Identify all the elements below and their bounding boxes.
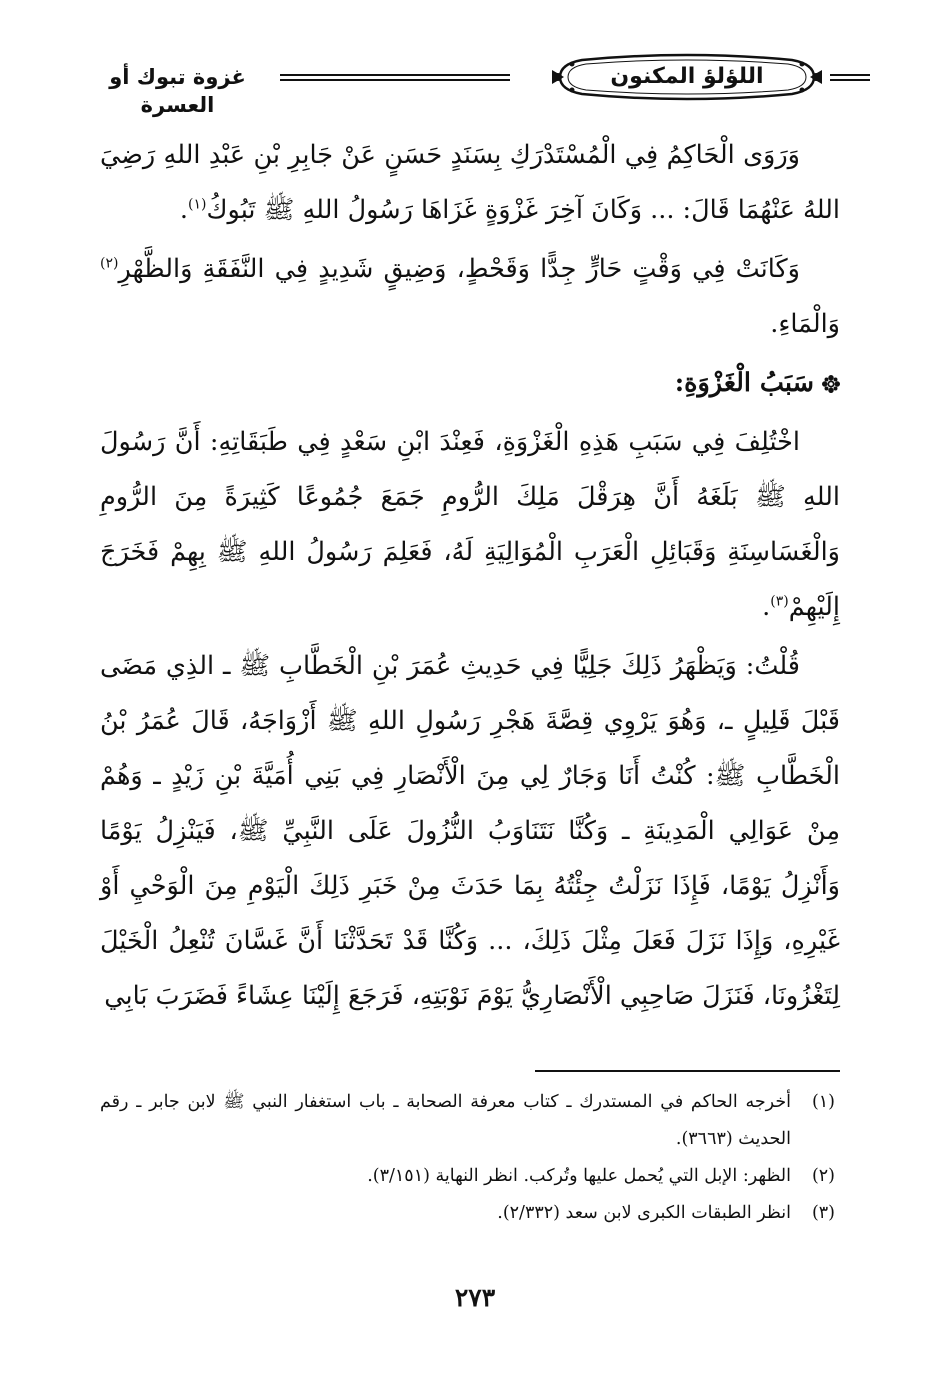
flower-ornament-icon: [822, 375, 840, 393]
paragraph-1-end: .: [179, 195, 189, 225]
footnote-1: [100, 1084, 835, 1158]
book-title-frame: [552, 52, 822, 102]
footnote-text: الظهر: الإبل التي يُحمل عليها وتُركب. انظر النهاية (٣/١٥١).: [367, 1166, 791, 1186]
paragraph-1-text: وَرَوَى الْحَاكِمُ فِي الْمُسْتَدْرَكِ بِسَنَدٍ حَسَنٍ عَنْ جَابِرِ بْنِ عَبْدِ اللهِ رَضِيَ اللهُ عَنْهُمَا قَالَ: ... وَكَانَ آخِرَ غَزْوَةٍ غَزَاهَا رَسُولُ اللهِ ﷺ تَبُوكُ: [100, 140, 840, 225]
paragraph-3-end: .: [762, 592, 771, 622]
body-text: [100, 128, 840, 1028]
footnote-number: (٣): [811, 1203, 835, 1223]
footnote-3: [100, 1195, 835, 1232]
page-number: ٢٧٣: [454, 1283, 496, 1312]
footnote-text: انظر الطبقات الكبرى لابن سعد (٢/٣٣٢).: [497, 1203, 791, 1223]
paragraph-2: [100, 242, 840, 352]
book-title: اللؤلؤ المكنون: [610, 64, 764, 89]
section-heading-text: سَبَبُ الْغَزْوَةِ:: [674, 368, 814, 398]
header-rule-right: [830, 74, 870, 81]
paragraph-2-end: وَالْمَاءِ.: [770, 309, 840, 339]
footnote-ref-3: (٣): [770, 593, 789, 610]
header-rule-left: [280, 74, 510, 81]
footnote-ref-2: (٢): [100, 255, 119, 272]
paragraph-3-text: اخْتُلِفَ فِي سَبَبِ هَذِهِ الْغَزْوَةِ، فَعِنْدَ ابْنِ سَعْدٍ فِي طَبَقَاتِهِ: أَنَّ رَسُولَ اللهِ ﷺ بَلَغَهُ أَنَّ هِرَقْلَ مَلِكَ الرُّومِ جَمَعَ جُمُوعًا كَثِيرَةً مِنَ الرُّومِ وَالْغَسَاسِنَةِ وَقَبَائِلِ الْعَرَبِ الْمُوَالِيَةِ لَهُ، فَعَلِمَ رَسُولُ اللهِ ﷺ بِهِمْ فَخَرَجَ إِلَيْهِمْ: [100, 427, 840, 622]
paragraph-3: [100, 415, 840, 635]
footnote-separator: [535, 1070, 840, 1072]
paragraph-4: [100, 639, 840, 1024]
running-header: [80, 52, 870, 117]
section-heading: [100, 356, 840, 411]
footnote-ref-1: (١): [188, 196, 207, 213]
paragraph-1: [100, 128, 840, 238]
paragraph-4-text: قُلْتُ: وَيَظْهَرُ ذَلِكَ جَلِيًّا فِي حَدِيثِ عُمَرَ بْنِ الْخَطَّابِ ﷺ ـ الذِي مَضَى قَبْلَ قَلِيلٍ ـ، وَهُوَ يَرْوِي قِصَّةَ هَجْرِ رَسُولِ اللهِ ﷺ أَزْوَاجَهُ، قَالَ عُمَرُ بْنُ الْخَطَّابِ ﷺ: كُنْتُ أَنَا وَجَارٌ لِي مِنَ الْأَنْصَارِ فِي بَنِي أُمَيَّةَ بْنِ زَيْدٍ ـ وَهُمْ مِنْ عَوَالِي الْمَدِينَةِ ـ وَكُنَّا نَتَنَاوَبُ النُّزُولَ عَلَى النَّبِيِّ ﷺ، فَيَنْزِلُ يَوْمًا وَأَنْزِلُ يَوْمًا، فَإِذَا نَزَلْتُ جِئْتُهُ بِمَا حَدَثَ مِنْ خَبَرِ ذَلِكَ الْيَوْمِ مِنَ الْوَحْيِ أَوْ غَيْرِهِ، وَإِذَا نَزَلَ فَعَلَ مِثْلَ ذَلِكَ، ... وَكُنَّا قَدْ تَحَدَّثْنَا أَنَّ غَسَّانَ تُنْعِلُ الْخَيْلَ لِتَغْزُونَا، فَنَزَلَ صَاحِبِي الْأَنْصَارِيُّ يَوْمَ نَوْبَتِهِ، فَرَجَعَ إِلَيْنَا عِشَاءً فَضَرَبَ بَابِي: [100, 651, 840, 1011]
footnotes: [100, 1084, 835, 1232]
footnote-number: (١): [811, 1092, 835, 1112]
footnote-text: أخرجه الحاكم في المستدرك ـ كتاب معرفة الصحابة ـ باب استغفار النبي ﷺ لابن جابر ـ رقم الحديث (٣٦٦٣).: [100, 1092, 791, 1149]
footnote-2: [100, 1158, 835, 1195]
paragraph-2-text: وَكَانَتْ فِي وَقْتٍ حَارٍّ جِدًّا وَقَحْطٍ، وَضِيقٍ شَدِيدٍ فِي النَّفَقَةِ وَالظَّهْرِ: [118, 254, 800, 284]
chapter-title: غزوة تبوك أو العسرة: [109, 65, 246, 117]
footnote-number: (٢): [811, 1166, 835, 1186]
